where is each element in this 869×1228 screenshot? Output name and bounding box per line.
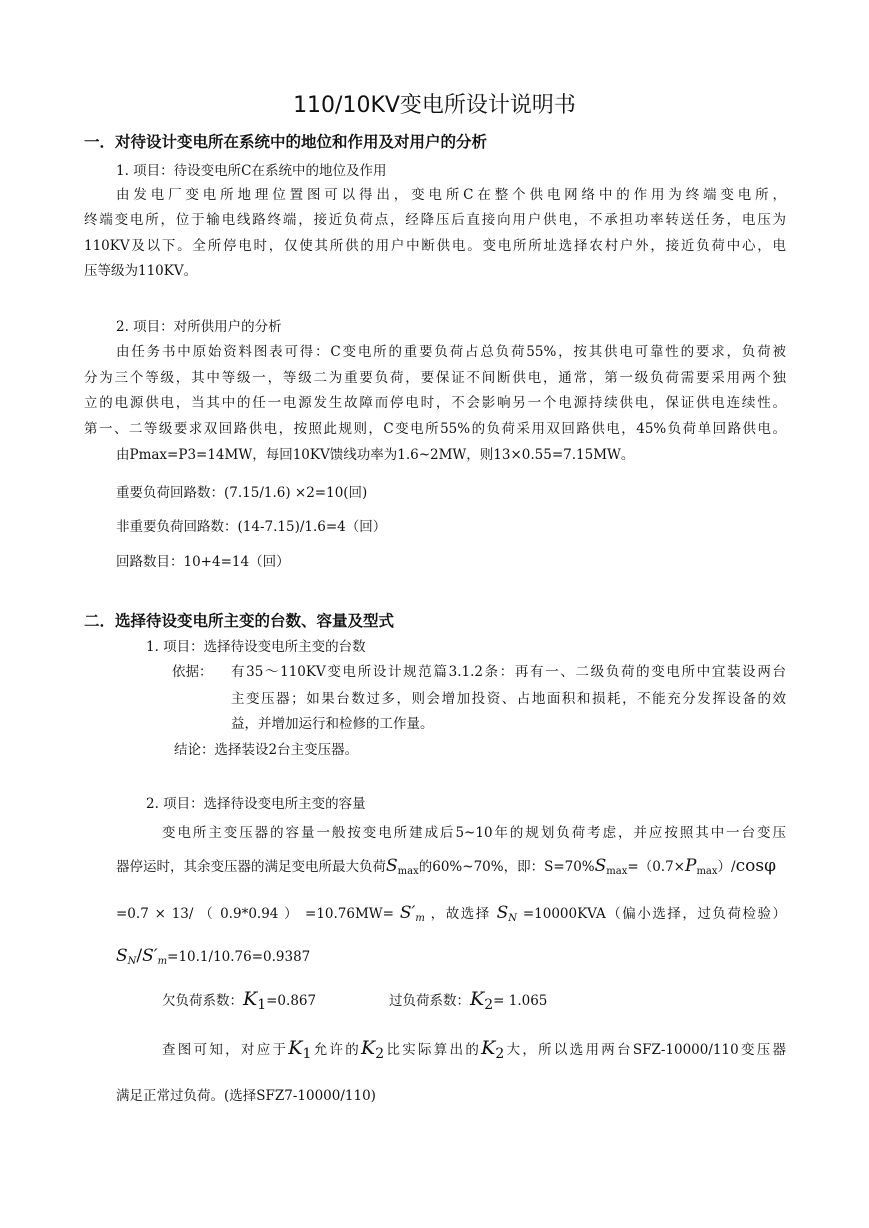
section-1-item-1-line: 由发电厂变电所地理位置图可以得出，变电所C在整个供电网络中的作用为终端变电所， [116, 187, 786, 203]
section-1-item-2-line: 由任务书中原始资料图表可得：C变电所的重要负荷占总负荷55%，按其供电可靠性的要求，负荷被 [116, 344, 786, 360]
conclusion: 结论：选择装设2台主变压器。 [174, 742, 359, 758]
k2-symbol: $K_2$ [481, 1037, 505, 1062]
section-1-heading: 一．对待设计变电所在系统中的地位和作用及对用户的分析 [84, 133, 488, 151]
document-title: 110/10KV变电所设计说明书 [293, 93, 576, 118]
cos-phi-symbol: cosφ [735, 856, 776, 876]
k1-symbol: $K_1$ [288, 1037, 312, 1062]
basis-line: 主变压器；如果台数过多，则会增加投资、占地面积和损耗，不能充分发挥设备的效 [231, 691, 786, 707]
capacity-line-2: 器停运时，其余变压器的满足变电所最大负荷$S_{max}$的60%~70%，即：$S=70\%S_{max}=(0.7\times P_{max})$/cosφ [116, 856, 776, 877]
important-loops: 重要负荷回路数：(7.15/1.6) ×2=10(回) [116, 485, 368, 501]
section-1-item-2-line: 由Pmax=P3=14MW，每回10KV馈线功率为1.6~2MW，则13×0.55=7.15MW。 [116, 447, 635, 463]
section-1-item-1-line: 压等级为110KV。 [84, 263, 198, 279]
s-n-symbol: SN [496, 903, 517, 924]
k2-row: 过负荷系数：$K_2= 1.065$ [389, 988, 548, 1013]
section-1-item-2-line: 第一、二等级要求双回路供电，按照此规则，C变电所55%的负荷采用双回路供电，45%负荷单回路供电。 [84, 421, 786, 437]
section-1-item-2-line: 分为三个等级，其中等级一，等级二为重要负荷，要保证不间断供电，通常，第一级负荷需要采用两个独 [84, 370, 786, 386]
k1-row: 欠负荷系数：$K_1=0.867$ [162, 988, 317, 1013]
section-2-item-2-label: 2. 项目：选择待设变电所主变的容量 [146, 796, 366, 812]
k1-symbol: $K_1$ [243, 988, 267, 1013]
basis-line: 益，并增加运行和检修的工作量。 [231, 716, 434, 732]
section-1-item-2-label: 2. 项目：对所供用户的分析 [116, 319, 282, 335]
section-1-item-1-label: 1. 项目：待设变电所C在系统中的地位及作用 [116, 163, 387, 179]
section-1-item-1-line: 终端变电所，位于输电线路终端，接近负荷点，经降压后直接向用户供电，不承担功率转送任务，电压为 [84, 212, 786, 228]
capacity-line-3: =0.7 × 13/ （ 0.9*0.94 ） =10.76MW= S′m ，故选择 SN =10000KVA（偏小选择，过负荷检验） [116, 903, 786, 924]
nonimportant-loops: 非重要负荷回路数：(14-7.15)/1.6=4（回） [116, 519, 387, 535]
s-m-prime-symbol: S′m [142, 946, 168, 967]
section-2-item-1-label: 1. 项目：选择待设变电所主变的台数 [146, 639, 366, 655]
capacity-line-1: 变电所主变压器的容量一般按变电所建成后5~10年的规划负荷考虑，并应按照其中一台变压 [162, 825, 786, 841]
capacity-line-4: SN/S′m=10.1/10.76=0.9387 [116, 946, 311, 967]
s-max-symbol: $S_{max}$ [594, 856, 628, 877]
k2-symbol: $K_2$ [361, 1037, 385, 1062]
p-max-symbol: $P_{max}$ [684, 856, 718, 877]
basis-label: 依据： [172, 664, 213, 680]
section-1-item-2-line: 立的电源供电，当其中的任一电源发生故障而停电时，不会影响另一个电源持续供电，保证供电连续性。 [84, 395, 786, 411]
last-line: 满足正常过负荷。(选择SFZ7-10000/110) [116, 1088, 376, 1104]
total-loops: 回路数目：10+4=14（回） [116, 554, 290, 570]
basis-line: 有35～110KV变电所设计规范篇3.1.2条：再有一、二级负荷的变电所中宜装设两台 [231, 664, 786, 680]
check-line: 查图可知，对应于$K_1$允许的$K_2$比实际算出的$K_2$大，所以选用两台SFZ-10000/110变压器 [162, 1037, 786, 1062]
k2-symbol: $K_2$ [470, 988, 494, 1013]
section-1-item-1-line: 110KV及以下。全所停电时，仅使其所供的用户中断供电。变电所所址选择农村户外，接近负荷中心，电 [84, 238, 786, 254]
s-m-prime-symbol: S′m [399, 903, 425, 924]
section-2-heading: 二．选择待设变电所主变的台数、容量及型式 [84, 612, 395, 630]
s-n-symbol: SN [116, 946, 137, 967]
s-max-symbol: $S_{max}$ [386, 856, 419, 877]
